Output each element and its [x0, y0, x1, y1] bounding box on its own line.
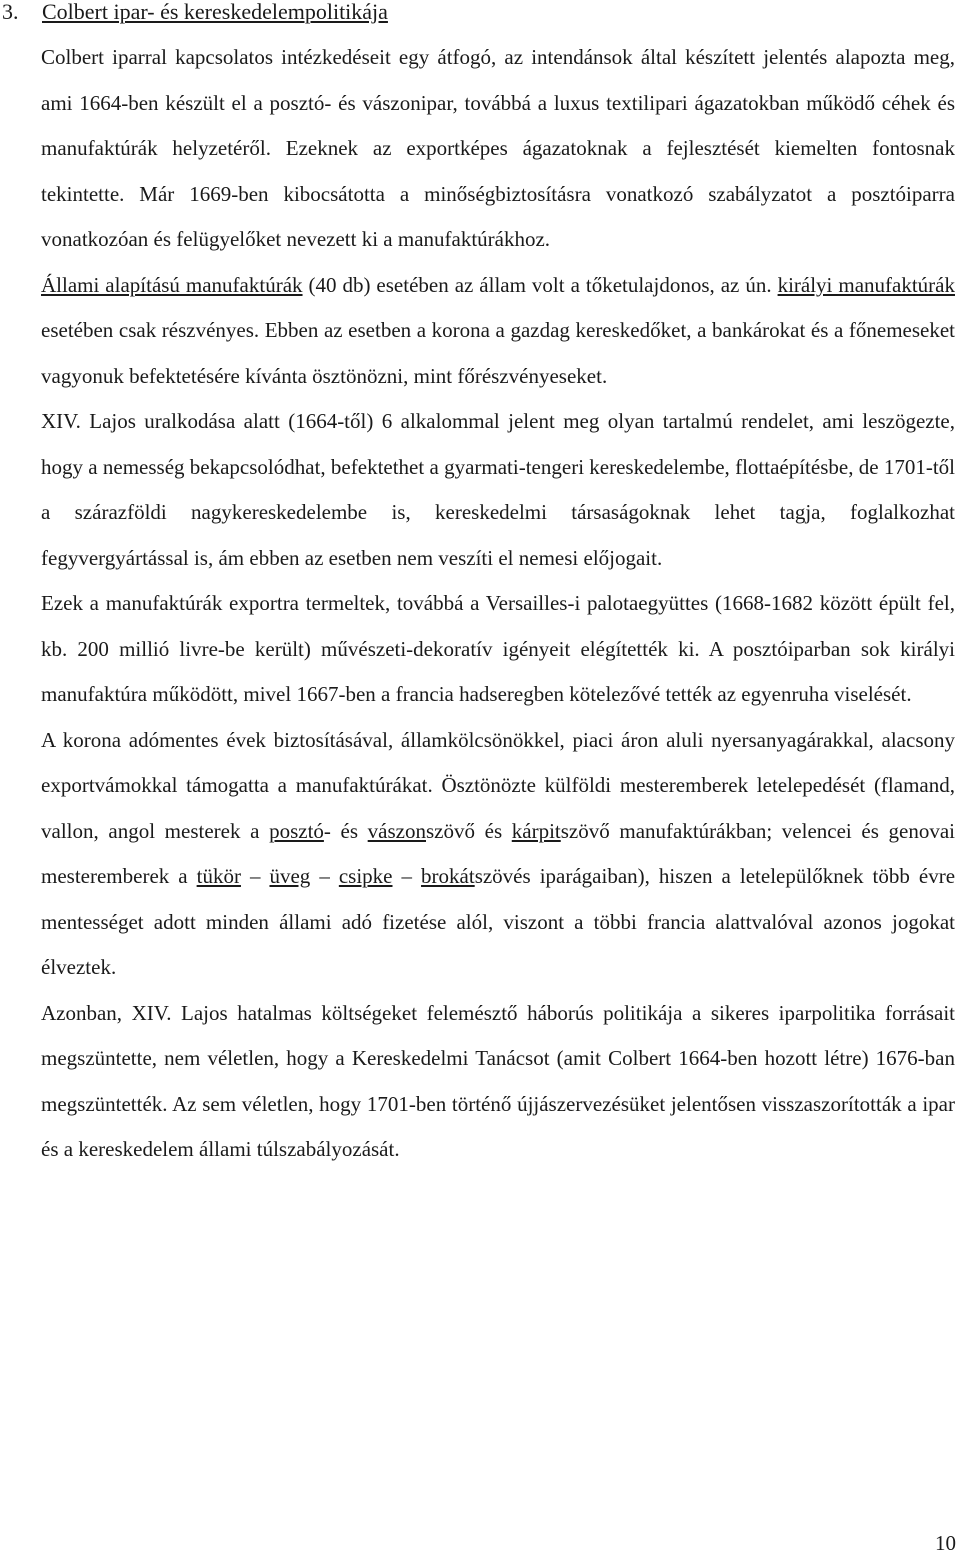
document-body — [41, 35, 955, 1173]
page-number: 10 — [935, 1531, 956, 1555]
paragraph-4: Ezek a manufaktúrák exportra termeltek, továbbá a Versailles-i palotaegyüttes (1668-1682 között épült fel, kb. 200 millió livre-be került) művészeti-dekoratív igényeit elégítették ki. A posztóiparban sok királyi manufaktúra működött, mivel 1667-ben a francia hadseregben kötelezővé tették az egyenruha viselését. — [41, 591, 955, 706]
paragraph-3: XIV. Lajos uralkodása alatt (1664-től) 6 alkalommal jelent meg olyan tartalmú rendelet, ami leszögezte, hogy a nemesség bekapcsolódhat, befektethet a gyarmati-tengeri kereskedelembe, flottaépítésbe, de 1701-től a szárazföldi nagykereskedelembe is, kereskedelmi társaságoknak lehet tagja, foglalkozhat fegyvergyártással is, ám ebben az esetben nem veszíti el nemesi előjogait. — [41, 409, 955, 570]
dash: – — [310, 864, 339, 888]
text-span: szövő és — [426, 818, 512, 843]
paragraph-2 — [41, 263, 955, 400]
section-heading — [0, 0, 960, 28]
text-span: szövés iparágaiban), hiszen a letelepülőknek több évre mentességet adott minden állami adó fizetése alól, viszont a többi francia alattvalóval azonos jogokat élveztek. — [41, 864, 956, 979]
link-brokat[interactable]: brokát — [421, 864, 475, 888]
link-vaszon[interactable]: vászon — [367, 818, 426, 843]
paragraph-1: Colbert iparral kapcsolatos intézkedéseit egy átfogó, az intendánsok által készített jelentés alapozta meg, ami 1664-ben készült el a posztó- és vászonipar, továbbá a luxus textilipari ágazatokban működő céhek és manufaktúrák helyzetéről. Ezeknek az exportképes ágazatoknak a fejlesztését kiemelten fontosnak tekintette. Már 1669-ben kibocsátotta a minőségbiztosításra vonatkozó szabályzatot a posztóiparra vonatkozóan és felügyelőket nevezett ki a manufaktúrákhoz. — [41, 45, 955, 251]
dash: – — [392, 864, 422, 888]
text-span: A korona adómentes évek biztosításával, államkölcsönökkel, piaci áron aluli nyersanyagárakkal, alacsony exportvámokkal támogatta a manufaktúrákat. Ösztönözte külföldi mesteremberek letelepedését (flamand, vallon, angol mesterek a — [41, 727, 955, 843]
link-uveg[interactable]: üveg — [269, 864, 311, 888]
link-csipke[interactable]: csipke — [338, 864, 393, 888]
section-number: 3. — [2, 0, 19, 24]
link-kiralyi-manufakturak[interactable]: királyi manufaktúrák — [777, 272, 955, 297]
link-poszto[interactable]: posztó — [269, 818, 324, 843]
text-span: (40 db) esetében az állam volt a tőketulajdonos, az ún. — [302, 272, 778, 297]
dash: – — [240, 864, 270, 888]
link-tukor[interactable]: tükör — [196, 864, 241, 888]
text-span: szövő manufaktúrákban; velencei és genovai mesteremberek a — [41, 818, 955, 888]
section-title-link[interactable]: Colbert ipar- és kereskedelempolitikája — [42, 0, 388, 24]
text-span: - és — [323, 818, 368, 843]
text-span: esetében csak részvényes. Ebben az esetben a korona a gazdag kereskedőket, a bankárokat és a főnemeseket vagyonuk befektetésére kívánta ösztönözni, mint főrészvényeseket. — [41, 318, 955, 388]
link-allami-manufakturak[interactable]: Állami alapítású manufaktúrák — [41, 272, 303, 297]
paragraph-6: Azonban, XIV. Lajos hatalmas költségeket felemésztő háborús politikája a sikeres iparpolitika forrásait megszüntette, nem véletlen, hogy a Kereskedelmi Tanácsot (amit Colbert 1664-ben hozott létre) 1676-ban megszüntették. Az sem véletlen, hogy 1701-ben történő újjászervezésüket jelentősen visszaszorították a ipar és a kereskedelem állami túlszabályozását. — [41, 1000, 955, 1161]
paragraph-5 — [41, 718, 955, 991]
link-karpit[interactable]: kárpit — [511, 818, 561, 843]
